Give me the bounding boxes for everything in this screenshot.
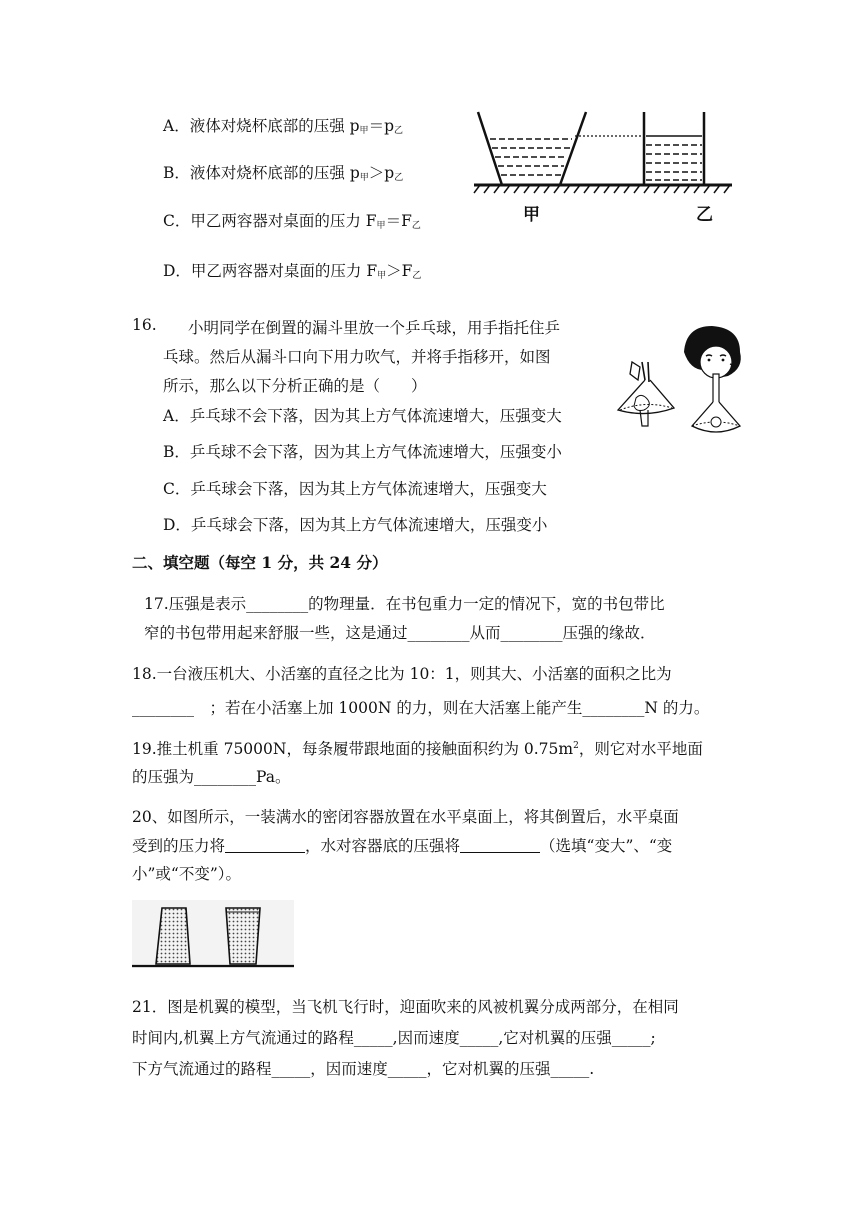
q21-line1: 21．图是机翼的模型，当飞机飞行时，迎面吹来的风被机翼分成两部分，在相同 bbox=[132, 998, 679, 1016]
q19-unit-exponent: 2 bbox=[573, 740, 579, 751]
q16-option-d: D．乒乓球会下落，因为其上方气体流速增大，压强变小 bbox=[163, 516, 548, 534]
q16-number: 16. bbox=[132, 316, 157, 334]
q19-line1-text: 19.推土机重 75000N，每条履带跟地面的接触面积约为 0.75m bbox=[132, 740, 574, 758]
q15-option-d bbox=[163, 259, 421, 281]
q15-option-b-sub2: 乙 bbox=[394, 173, 404, 183]
q15-option-d-sub1: 甲 bbox=[377, 271, 387, 281]
q20-blank-1 bbox=[225, 838, 305, 853]
q20-line3: 小”或“不变”）。 bbox=[132, 865, 242, 883]
q17-line1: 17.压强是表示________的物理量．在书包重力一定的情况下，宽的书包带比 bbox=[144, 595, 665, 613]
q15-label-yi: 乙 bbox=[696, 205, 713, 225]
q16-stem-line3: 所示，那么以下分析正确的是（ ） bbox=[163, 377, 427, 395]
q19-line2: 的压强为________Pa。 bbox=[132, 768, 291, 786]
q15-option-a-sub2: 乙 bbox=[394, 126, 404, 136]
q15-option-a-mid: ＝p bbox=[368, 117, 394, 135]
q15-label-jia: 甲 bbox=[523, 205, 540, 225]
q15-option-d-mid: ＞F bbox=[386, 262, 413, 280]
q20-line2-part2: ，水对容器底的压强将 bbox=[305, 837, 461, 855]
q18-line2: ________ ；若在小活塞上加 1000N 的力，则在大活塞上能产生________N 的力。 bbox=[132, 699, 710, 717]
q21-line3: 下方气流通过的路程_____，因而速度_____，它对机翼的压强_____. bbox=[132, 1060, 595, 1078]
q16-stem-line2: 乓球。然后从漏斗口向下用力吹气，并将手指移开，如图 bbox=[163, 348, 551, 366]
q19-line1 bbox=[132, 737, 703, 759]
q21-line2: 时间内,机翼上方气流通过的路程_____,因而速度_____,它对机翼的压强_____; bbox=[132, 1029, 656, 1047]
q15-option-b-mid: ＞p bbox=[368, 164, 395, 182]
q15-option-a-sub1: 甲 bbox=[359, 126, 369, 136]
q15-option-d-text: D．甲乙两容器对桌面的压力 F bbox=[163, 262, 378, 280]
q16-funnel-figure bbox=[612, 322, 772, 442]
q15-option-c-mid: ＝F bbox=[385, 212, 412, 230]
q15-option-c bbox=[163, 209, 421, 231]
q20-line2 bbox=[132, 834, 672, 856]
q15-option-b-sub1: 甲 bbox=[359, 173, 369, 183]
q15-option-a-text: A．液体对烧杯底部的压强 p bbox=[163, 117, 360, 135]
q16-option-a: A．乒乓球不会下落，因为其上方气体流速增大，压强变大 bbox=[163, 407, 562, 425]
q15-option-b-text: B．液体对烧杯底部的压强 p bbox=[163, 164, 360, 182]
q15-option-c-text: C．甲乙两容器对桌面的压力 F bbox=[163, 212, 377, 230]
q17-line2: 窄的书包带用起来舒服一些，这是通过________从而________压强的缘故． bbox=[144, 624, 656, 642]
q20-cups-figure bbox=[132, 900, 294, 972]
section-2-heading: 二、填空题（每空 1 分，共 24 分） bbox=[132, 553, 388, 572]
q15-option-d-sub2: 乙 bbox=[412, 271, 422, 281]
q15-option-a bbox=[163, 114, 403, 136]
q20-line2-part1: 受到的压力将 bbox=[132, 837, 226, 855]
q15-option-c-sub2: 乙 bbox=[411, 221, 421, 231]
q16-stem-line1: 小明同学在倒置的漏斗里放一个乒乓球，用手指托住乒 bbox=[188, 319, 561, 337]
q20-line1: 20、如图所示，一装满水的密闭容器放置在水平桌面上，将其倒置后，水平桌面 bbox=[132, 808, 679, 826]
q16-option-c: C．乒乓球会下落，因为其上方气体流速增大，压强变大 bbox=[163, 480, 547, 498]
q15-option-c-sub1: 甲 bbox=[376, 221, 386, 231]
q20-blank-2 bbox=[460, 838, 540, 853]
q20-line2-part3: （选填“变大”、“变 bbox=[540, 837, 673, 855]
q16-option-b: B．乒乓球不会下落，因为其上方气体流速增大，压强变小 bbox=[163, 443, 562, 461]
q19-line1-tail: ，则它对水平地面 bbox=[578, 740, 703, 758]
q15-option-b bbox=[163, 161, 403, 183]
q18-line1: 18.一台液压机大、小活塞的直径之比为 10：1，则其大、小活塞的面积之比为 bbox=[132, 665, 672, 683]
